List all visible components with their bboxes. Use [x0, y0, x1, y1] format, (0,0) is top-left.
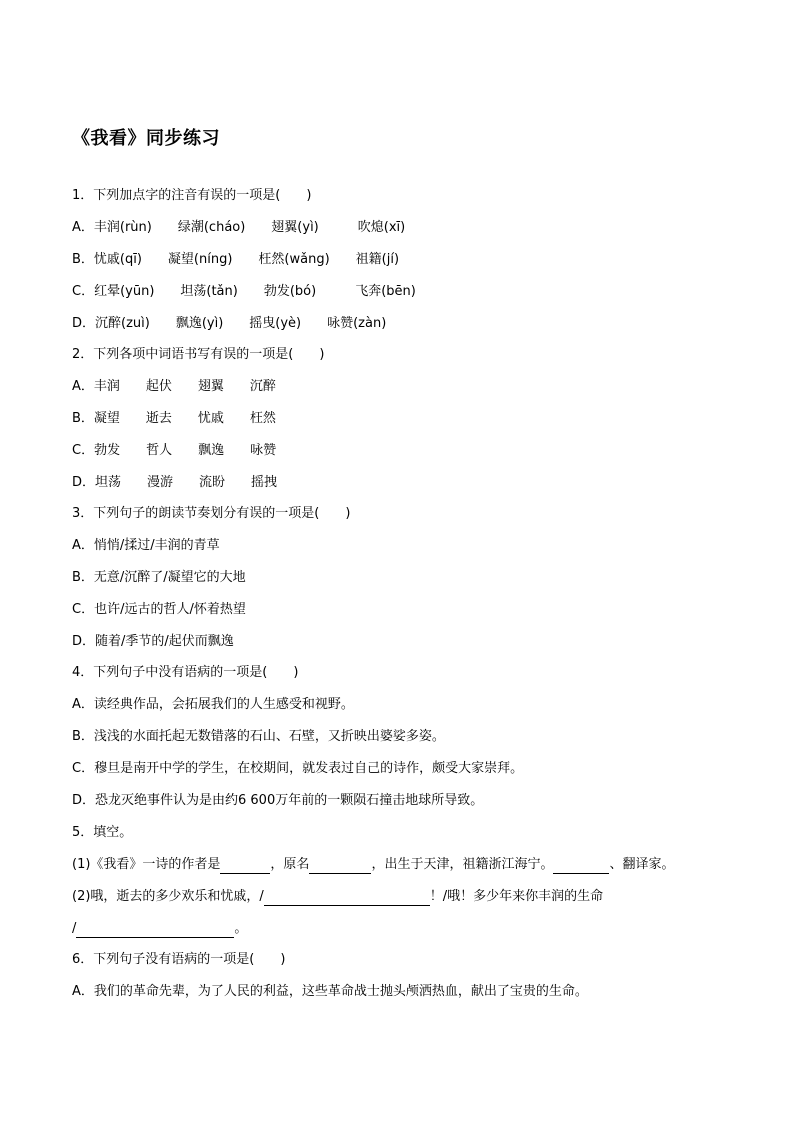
question-1-option-a: A．丰润(rùn) 绿潮(cháo) 翅翼(yì) 吹熄(xī) [72, 220, 406, 235]
blank-occupation[interactable] [553, 859, 609, 874]
question-1-option-b: B．忧戚(qī) 凝望(níng) 枉然(wǎng) 祖籍(jí) [72, 252, 400, 267]
blank-poem-line-2[interactable] [76, 923, 234, 938]
question-5-part-2 [72, 888, 603, 906]
q5-p2-text-b: ！/哦！多少年来你丰润的生命 [429, 889, 604, 904]
q5-p1-text-a: (1)《我看》一诗的作者是 [72, 857, 221, 872]
question-6-option-a: A．我们的革命先辈，为了人民的利益，这些革命战士抛头颅洒热血，献出了宝贵的生命。 [72, 984, 588, 999]
q5-p1-text-d: 、翻译家。 [609, 857, 675, 872]
question-1-option-c: C．红晕(yūn) 坦荡(tǎn) 勃发(bó) 飞奔(bēn) [72, 284, 416, 299]
question-2-option-a: A．丰润 起伏 翅翼 沉醉 [72, 379, 276, 394]
q5-p1-text-c: ，出生于天津，祖籍浙江海宁。 [371, 857, 554, 872]
blank-original-name[interactable] [309, 859, 371, 874]
question-2-option-d: D．坦荡 漫游 流盼 摇拽 [72, 475, 278, 490]
question-2-option-b: B．凝望 逝去 忧戚 枉然 [72, 411, 276, 426]
question-3-option-d: D．随着/季节的/起伏而飘逸 [72, 634, 234, 649]
question-5-part-1 [72, 856, 674, 874]
question-4-stem: 4．下列句子中没有语病的一项是( ) [72, 665, 299, 680]
blank-poem-line-1[interactable] [264, 891, 430, 906]
question-1-option-d: D．沉醉(zuì) 飘逸(yì) 摇曳(yè) 咏赞(zàn) [72, 316, 387, 331]
question-3-stem: 3．下列句子的朗读节奏划分有误的一项是( ) [72, 506, 351, 521]
question-5-stem: 5．填空。 [72, 825, 133, 840]
question-6-stem: 6．下列句子没有语病的一项是( ) [72, 952, 286, 967]
question-3-option-a: A．悄悄/揉过/丰润的青草 [72, 538, 220, 553]
question-2-option-c: C．勃发 哲人 飘逸 咏赞 [72, 443, 277, 458]
question-2-stem: 2．下列各项中词语书写有误的一项是( ) [72, 347, 325, 362]
question-1-stem: 1．下列加点字的注音有误的一项是( ) [72, 188, 312, 203]
question-3-option-b: B．无意/沉醉了/凝望它的大地 [72, 570, 246, 585]
blank-author[interactable] [220, 859, 270, 874]
question-5-part-2-continued [72, 920, 247, 938]
question-4-option-c: C．穆旦是南开中学的学生，在校期间，就发表过自己的诗作，颇受大家崇拜。 [72, 761, 524, 776]
q5-p1-text-b: ，原名 [270, 857, 310, 872]
question-3-option-c: C．也许/远古的哲人/怀着热望 [72, 602, 246, 617]
question-4-option-d: D．恐龙灭绝事件认为是由约6 600万年前的一颗陨石撞击地球所导致。 [72, 793, 484, 808]
question-4-option-b: B．浅浅的水面托起无数错落的石山、石壁，又折映出婆娑多姿。 [72, 729, 445, 744]
page-title: 《我看》同步练习 [72, 128, 220, 149]
q5-p2-text-d: 。 [234, 921, 248, 936]
q5-p2-text-a: (2)哦，逝去的多少欢乐和忧戚，/ [72, 889, 264, 904]
q5-p2-text-c: / [72, 921, 77, 936]
question-4-option-a: A．读经典作品，会拓展我们的人生感受和视野。 [72, 697, 354, 712]
